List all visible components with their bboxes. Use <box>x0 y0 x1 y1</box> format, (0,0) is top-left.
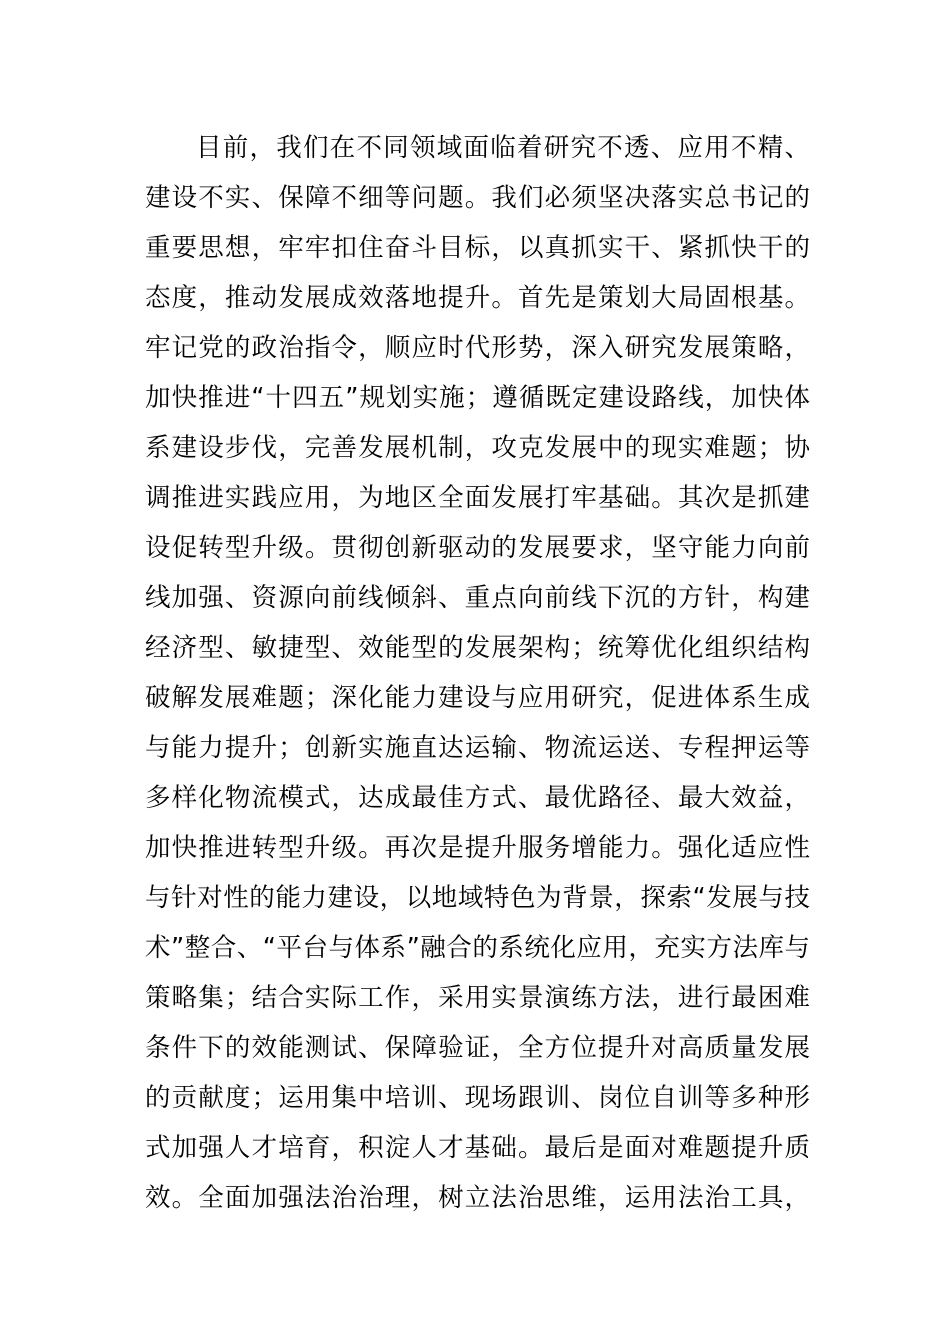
paragraph-line: 调推进实践应用，为地区全面发展打牢基础。其次是抓建 <box>145 483 810 513</box>
paragraph-line: 牢记党的政治指令，顺应时代形势，深入研究发展策略， <box>145 333 810 363</box>
paragraph-line: 的贡献度；运用集中培训、现场跟训、岗位自训等多种形 <box>145 1083 810 1113</box>
paragraph-line: 线加强、资源向前线倾斜、重点向前线下沉的方针，构建 <box>145 583 810 613</box>
paragraph-line: 效。全面加强法治治理，树立法治思维，运用法治工具， <box>145 1183 810 1213</box>
body-paragraph <box>145 123 810 1223</box>
paragraph-line: 重要思想，牢牢扣住奋斗目标，以真抓实干、紧抓快干的 <box>145 233 810 263</box>
paragraph-line: 经济型、敏捷型、效能型的发展架构；统筹优化组织结构 <box>145 633 810 663</box>
paragraph-line: 多样化物流模式，达成最佳方式、最优路径、最大效益， <box>145 783 810 813</box>
paragraph-line: 态度，推动发展成效落地提升。首先是策划大局固根基。 <box>145 283 810 313</box>
paragraph-line: 设促转型升级。贯彻创新驱动的发展要求，坚守能力向前 <box>145 533 810 563</box>
paragraph-line: 系建设步伐，完善发展机制，攻克发展中的现实难题；协 <box>145 433 810 463</box>
paragraph-line: 式加强人才培育，积淀人才基础。最后是面对难题提升质 <box>145 1133 810 1163</box>
paragraph-line: 建设不实、保障不细等问题。我们必须坚决落实总书记的 <box>145 183 810 213</box>
paragraph-line: 与能力提升；创新实施直达运输、物流运送、专程押运等 <box>145 733 810 763</box>
paragraph-line: 与针对性的能力建设，以地域特色为背景，探索“发展与技 <box>145 883 810 913</box>
paragraph-line: 术”整合、“平台与体系”融合的系统化应用，充实方法库与 <box>145 933 810 963</box>
paragraph-line: 加快推进转型升级。再次是提升服务增能力。强化适应性 <box>145 833 810 863</box>
paragraph-line: 加快推进“十四五”规划实施；遵循既定建设路线，加快体 <box>145 383 810 413</box>
paragraph-line: 策略集；结合实际工作，采用实景演练方法，进行最困难 <box>145 983 810 1013</box>
paragraph-line: 条件下的效能测试、保障验证，全方位提升对高质量发展 <box>145 1033 810 1063</box>
paragraph-line: 破解发展难题；深化能力建设与应用研究，促进体系生成 <box>145 683 810 713</box>
paragraph-line: 目前，我们在不同领域面临着研究不透、应用不精、 <box>196 133 810 163</box>
